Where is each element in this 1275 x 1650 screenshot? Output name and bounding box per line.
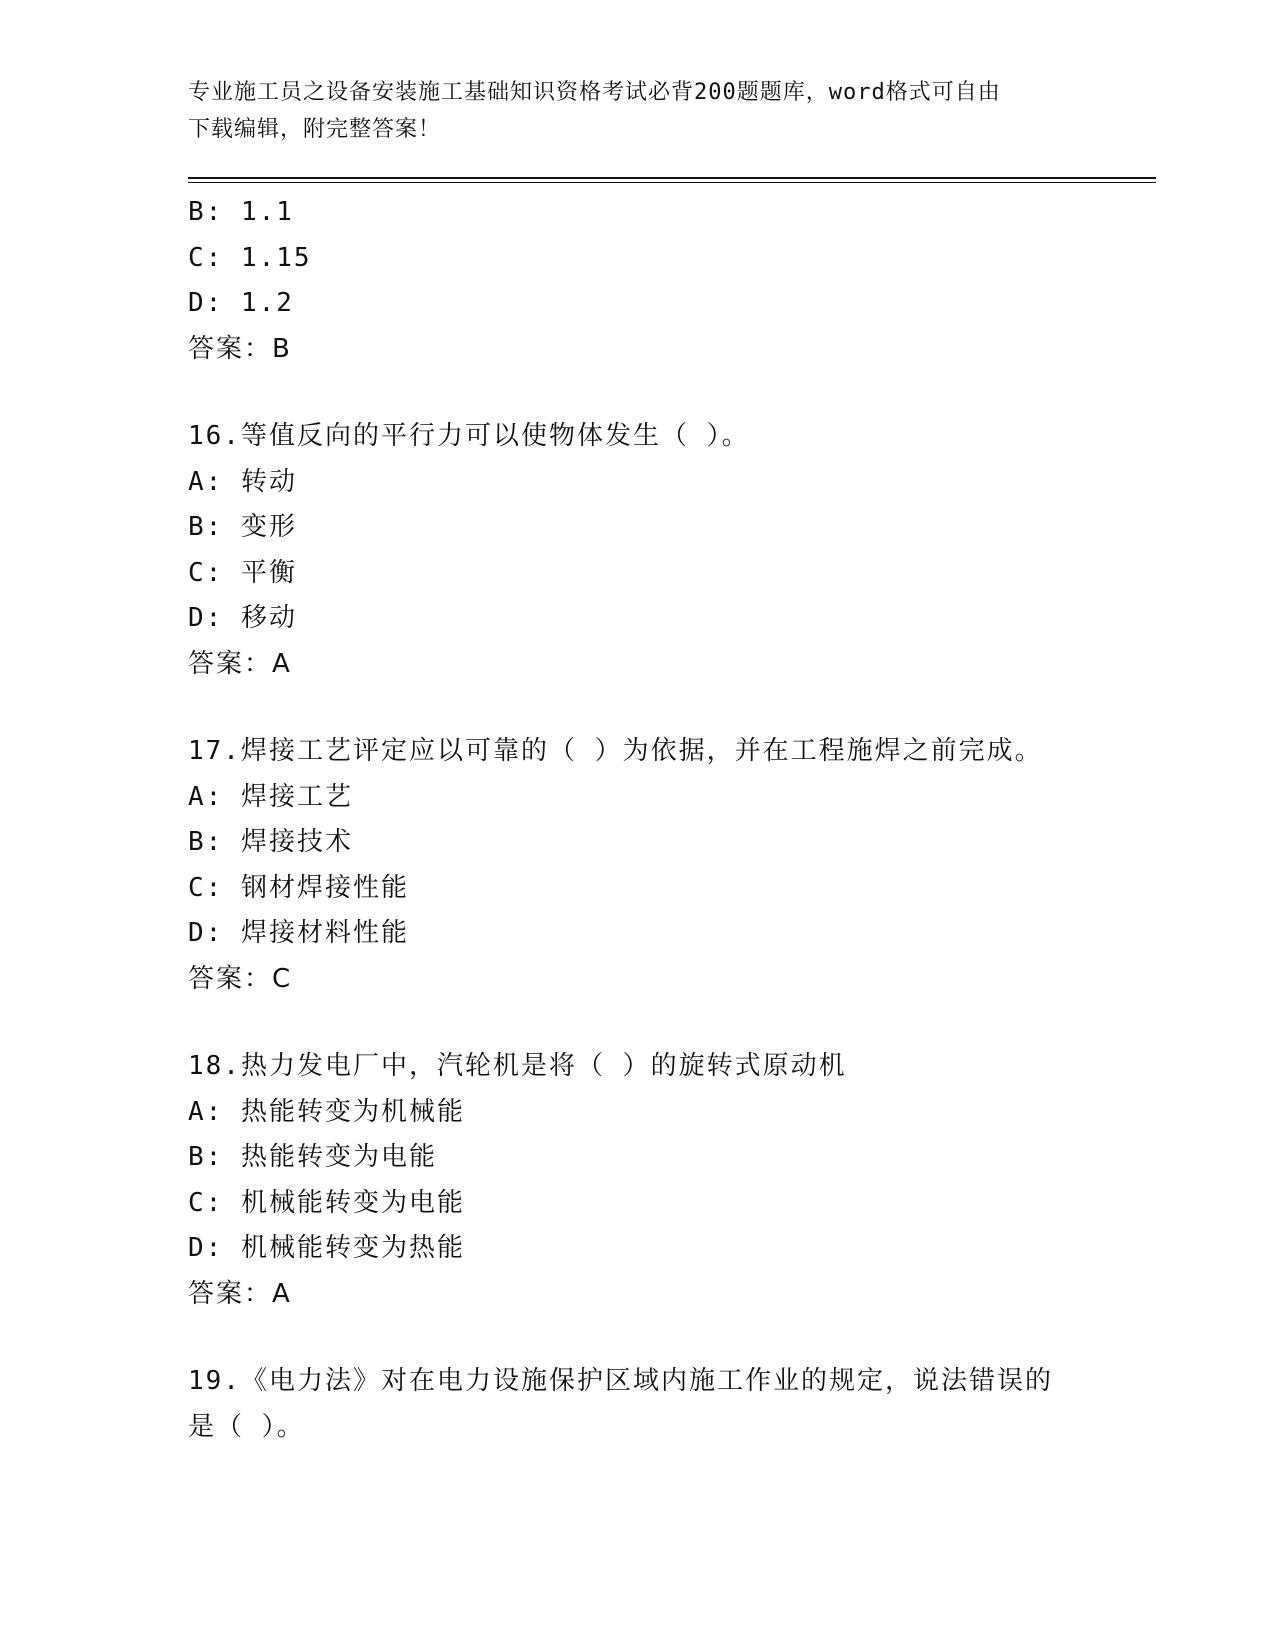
option-a: A: 热能转变为机械能 [188,1096,465,1127]
question-17 [188,729,1148,1002]
option-a: A: 焊接工艺 [188,781,353,812]
option-d: D: 焊接材料性能 [188,918,409,948]
question-stem-continued: 是（ ）。 [188,1411,305,1442]
question-stem: 16.等值反向的平行力可以使物体发生（ ）。 [188,421,750,451]
header-divider-thin [188,182,1156,183]
header-title-line-1: 专业施工员之设备安装施工基础知识资格考试必背200题题库，word格式可自由 [188,80,1001,105]
option-b: B: 热能转变为电能 [188,1142,437,1172]
option-a: A: 转动 [188,466,297,497]
document-header [188,74,1068,148]
question-15-partial [188,190,1148,372]
answer-line: 答案：B [188,333,292,364]
question-stem: 18.热力发电厂中，汽轮机是将（ ）的旋转式原动机 [188,1051,847,1081]
option-b: B: 焊接技术 [188,827,353,857]
answer-line: 答案：A [188,648,292,679]
header-title-line-2: 下载编辑，附完整答案！ [188,117,442,142]
question-16 [188,414,1148,687]
option-d: D: 移动 [188,603,297,633]
header-divider-thick [188,177,1156,179]
question-stem: 19.《电力法》对在电力设施保护区域内施工作业的规定，说法错误的 [188,1366,1053,1396]
option-c: C: 1.15 [188,242,312,273]
option-c: C: 钢材焊接性能 [188,872,409,903]
option-d: D: 机械能转变为热能 [188,1233,465,1263]
answer-line: 答案：A [188,1278,292,1309]
question-19 [188,1359,1148,1450]
question-18 [188,1044,1148,1317]
question-stem: 17.焊接工艺评定应以可靠的（ ）为依据，并在工程施焊之前完成。 [188,736,1043,766]
option-b: B: 变形 [188,512,297,542]
option-d: D: 1.2 [188,288,294,318]
question-list [188,190,1148,1450]
option-c: C: 平衡 [188,557,297,588]
option-b: B: 1.1 [188,197,294,227]
option-c: C: 机械能转变为电能 [188,1187,465,1218]
answer-line: 答案：C [188,963,293,994]
